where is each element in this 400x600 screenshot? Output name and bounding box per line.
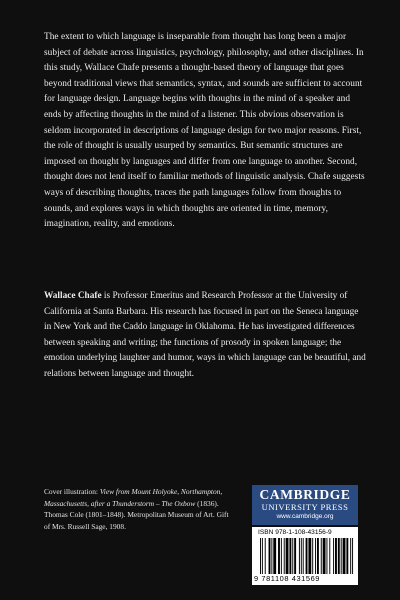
ean-number: 9 781108 431569 <box>254 574 320 583</box>
author-bio <box>44 289 366 383</box>
author-bio-text: is Professor Emeritus and Research Professor at the University of California at Santa Barbara. His research has focused in part on the Seneca language in New York and the Caddo language in Oklahoma. He has investigated differences between speaking and writing; the functions of prosody in spoken language; the emotion underlying laughter and humor, ways in which language can be beautiful, and relations between language and thought. <box>44 291 366 379</box>
book-description: The extent to which language is inseparable from thought has long been a major subject of debate across linguistics, psychology, philosophy, and other disciplines. In this study, Wallace Chafe presents a thought-based theory of language that goes beyond traditional views that semantics, syntax, and sounds are sufficient to account for language design. Language begins with thoughts in the mind of a speaker and ends by affecting thoughts in the mind of a listener. This obvious observation is seldom incorporated in descriptions of language design for two major reasons. First, the role of thought is usually usurped by semantics. But semantic structures are imposed on thought by languages and differ from one language to another. Second, thought does not lend itself to familiar methods of linguistic analysis. Chafe suggests ways of describing thoughts, traces the path languages follow from thoughts to sounds, and explores ways in which thoughts are oriented in time, memory, imagination, reality, and emotions. <box>44 32 365 230</box>
publisher-url: www.cambridge.org <box>276 513 334 520</box>
publisher-logo <box>252 485 358 525</box>
credit-prefix: Cover illustration: <box>44 487 100 496</box>
credit-details: (1836). Thomas Cole (1801–1848). Metropolitan Museum of Art. Gift of Mrs. Russell Sage, 1908. <box>44 498 229 531</box>
isbn-label: ISBN 978-1-108-43156-9 <box>258 529 332 536</box>
cover-illustration-credit <box>44 486 230 532</box>
barcode-icon <box>260 538 354 574</box>
barcode-panel <box>252 527 358 585</box>
publisher-subtitle: UNIVERSITY PRESS <box>261 502 349 512</box>
publisher-name: CAMBRIDGE <box>259 487 351 502</box>
author-name: Wallace Chafe <box>44 291 102 301</box>
painting-title: View from Mount Holyoke, Northampton, Massachusetts, after a Thunderstorm – The Oxbow <box>44 487 223 508</box>
